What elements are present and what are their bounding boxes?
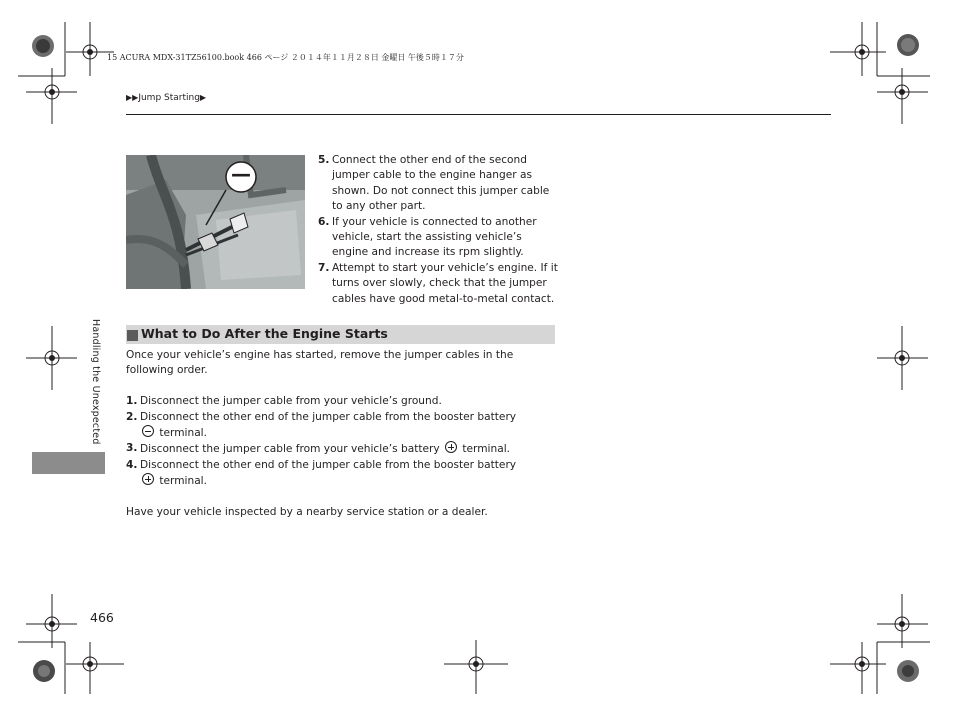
breadcrumb-arrow-icon: ▶▶ bbox=[126, 93, 139, 102]
step-number: 2. bbox=[126, 410, 138, 423]
engine-bay-drawing bbox=[126, 155, 305, 289]
step-text-after: terminal. bbox=[159, 427, 207, 440]
list-item bbox=[126, 441, 556, 457]
step-text bbox=[140, 458, 522, 490]
intro-paragraph: Once your vehicle’s engine has started, remove the jumper cables in the following order. bbox=[126, 349, 514, 377]
engine-hanger-illustration bbox=[126, 155, 305, 289]
page-number: 466 bbox=[90, 610, 114, 625]
step-text-before: Disconnect the jumper cable from your vehicle’s battery bbox=[140, 443, 440, 456]
list-item bbox=[318, 261, 558, 307]
step-text: Disconnect the jumper cable from your vehicle’s ground. bbox=[140, 395, 442, 408]
step-number: 6. bbox=[318, 215, 330, 228]
closing-paragraph: Have your vehicle inspected by a nearby service station or a dealer. bbox=[126, 506, 488, 519]
chapter-label: Handling the Unexpected bbox=[90, 319, 101, 445]
list-item bbox=[318, 215, 558, 261]
step-number: 4. bbox=[126, 458, 138, 471]
breadcrumb bbox=[126, 93, 206, 103]
step-text-before: Disconnect the other end of the jumper cable from the booster battery bbox=[140, 458, 517, 471]
step-text bbox=[140, 441, 510, 457]
minus-terminal-icon bbox=[142, 425, 154, 437]
section-title: What to Do After the Engine Starts bbox=[141, 326, 388, 341]
list-item bbox=[318, 153, 558, 215]
header-rule bbox=[126, 114, 831, 115]
list-item bbox=[126, 410, 556, 442]
list-item bbox=[126, 394, 556, 409]
section-square-icon bbox=[127, 330, 138, 341]
step-number: 1. bbox=[126, 395, 138, 408]
step-number: 5. bbox=[318, 154, 330, 166]
plus-terminal-icon bbox=[142, 473, 154, 485]
breadcrumb-label[interactable]: Jump Starting bbox=[138, 93, 200, 103]
list-item bbox=[126, 458, 556, 490]
step-number: 7. bbox=[318, 261, 330, 274]
chapter-tab[interactable] bbox=[32, 452, 105, 474]
file-info: 15 ACURA MDX-31TZ56100.book 466 ページ ２０１４年１１月２８日 金曜日 午後５時１７分 bbox=[107, 53, 464, 62]
section-header bbox=[126, 325, 555, 344]
step-text-after: terminal. bbox=[462, 443, 511, 456]
step-text: If your vehicle is connected to another vehicle, start the assisting vehicle’s engine and increase its rpm slightly. bbox=[332, 215, 537, 259]
section-body bbox=[126, 348, 556, 520]
plus-terminal-icon bbox=[445, 441, 457, 453]
connection-steps bbox=[318, 153, 558, 307]
step-number: 3. bbox=[126, 442, 138, 455]
step-text-after: terminal. bbox=[159, 475, 207, 488]
breadcrumb-arrow-icon: ▶ bbox=[199, 93, 207, 102]
step-text: Attempt to start your vehicle’s engine. If it turns over slowly, check that the jumper cables have good metal-to-metal contact. bbox=[332, 261, 558, 305]
step-text bbox=[140, 410, 522, 442]
step-text: Connect the other end of the second jumper cable to the engine hanger as shown. Do not connect this jumper cable to any other part. bbox=[332, 154, 550, 213]
minus-symbol: — bbox=[231, 162, 251, 186]
step-text-before: Disconnect the other end of the jumper cable from the booster battery bbox=[140, 410, 517, 423]
